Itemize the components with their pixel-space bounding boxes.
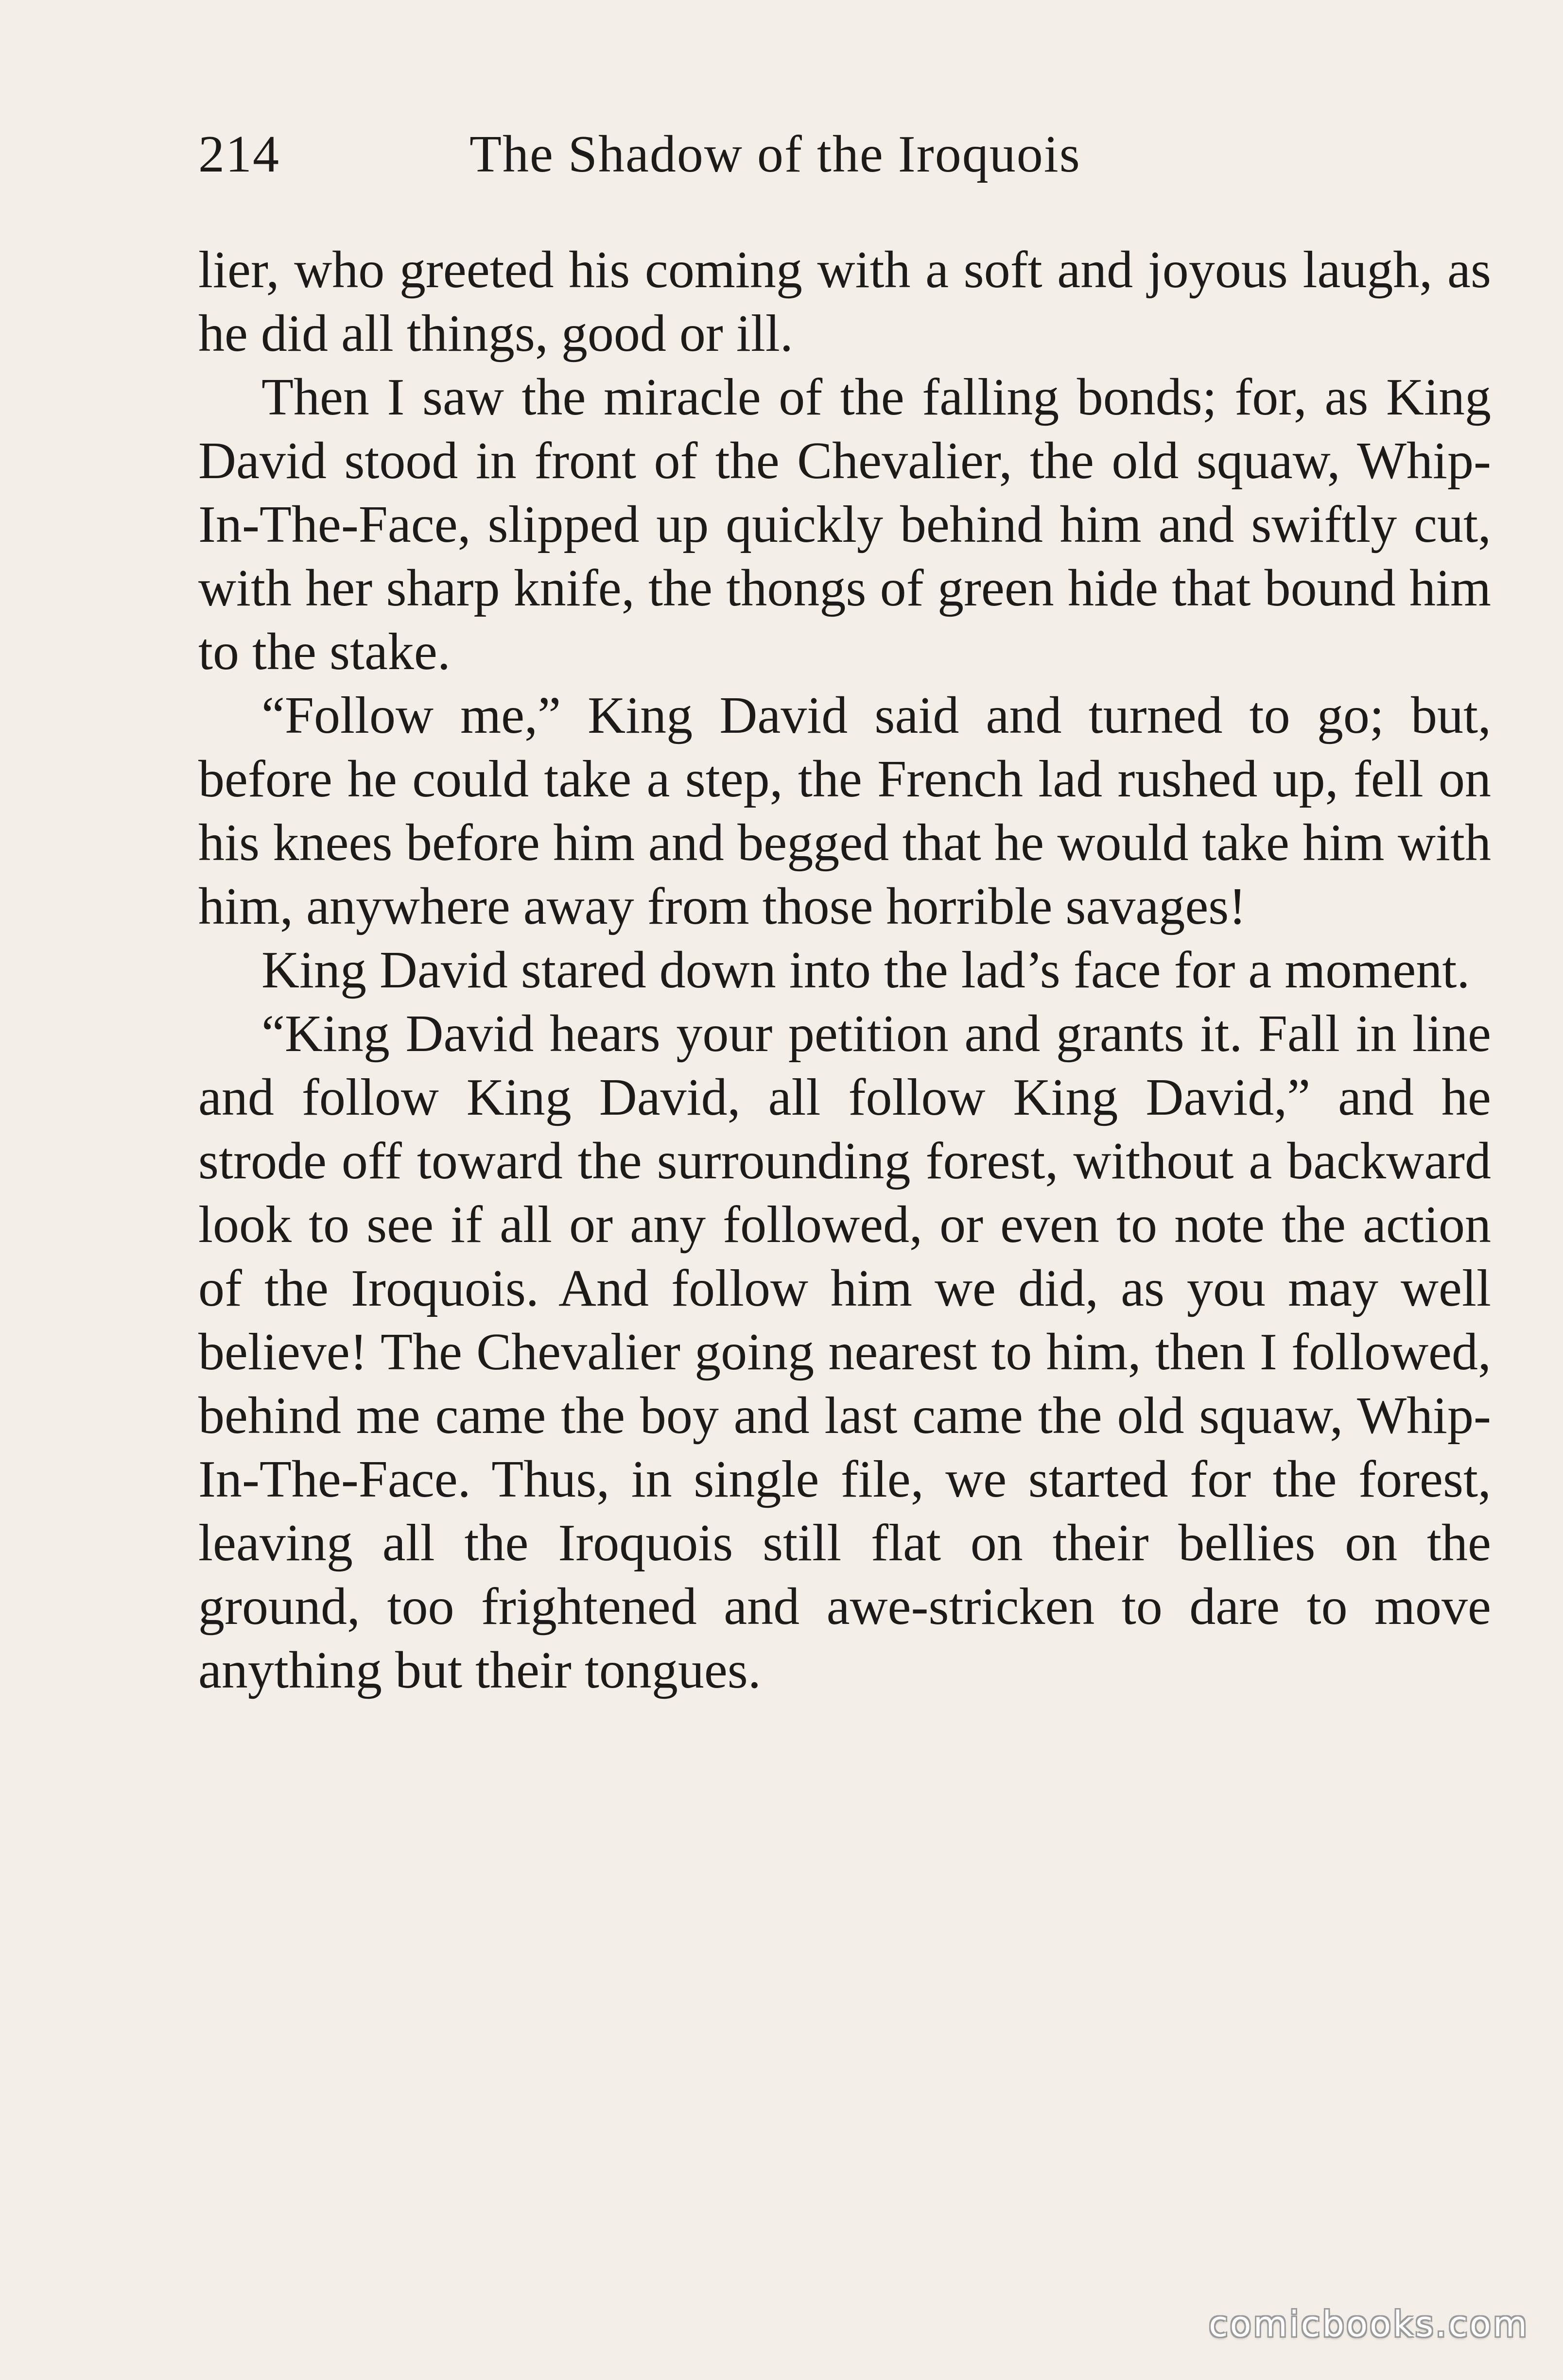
running-title: The Shadow of the Iroquois <box>469 125 1081 183</box>
watermark-logo: comicbooks.com <box>1208 2304 1529 2345</box>
paragraph-2: Then I saw the miracle of the falling bonds; for, as King David stood in front of the Chevalier, the old squaw, Whip-In-The-Face, slipped up quickly behind him and swiftly cut, with her sharp knife, the thongs of green hide that bound him to the stake. <box>198 368 1491 681</box>
page-number: 214 <box>198 125 280 183</box>
paragraph-1: lier, who greeted his coming with a soft and joyous laugh, as he did all things, good or ill. <box>198 241 1491 362</box>
running-head <box>198 125 1491 184</box>
body-text <box>198 238 1491 1702</box>
paragraph-5: “King David hears your petition and grants it. Fall in line and follow King David, all follow King David,” and he strode off toward the surrounding forest, without a backward look to see if all or any followed, or even to note the action of the Iroquois. And follow him we did, as you may well believe! The Chevalier going nearest to him, then I followed, behind me came the boy and last came the old squaw, Whip-In-The-Face. Thus, in single file, we started for the forest, leaving all the Iroquois still flat on their bellies on the ground, too frightened and awe-stricken to dare to move anything but their tongues. <box>198 1005 1491 1699</box>
paragraph-3: “Follow me,” King David said and turned to go; but, before he could take a step, the French lad rushed up, fell on his knees before him and begged that he would take him with him, anywhere away from those horrible savages! <box>198 687 1491 935</box>
paragraph-4: King David stared down into the lad’s face for a moment. <box>261 941 1470 999</box>
